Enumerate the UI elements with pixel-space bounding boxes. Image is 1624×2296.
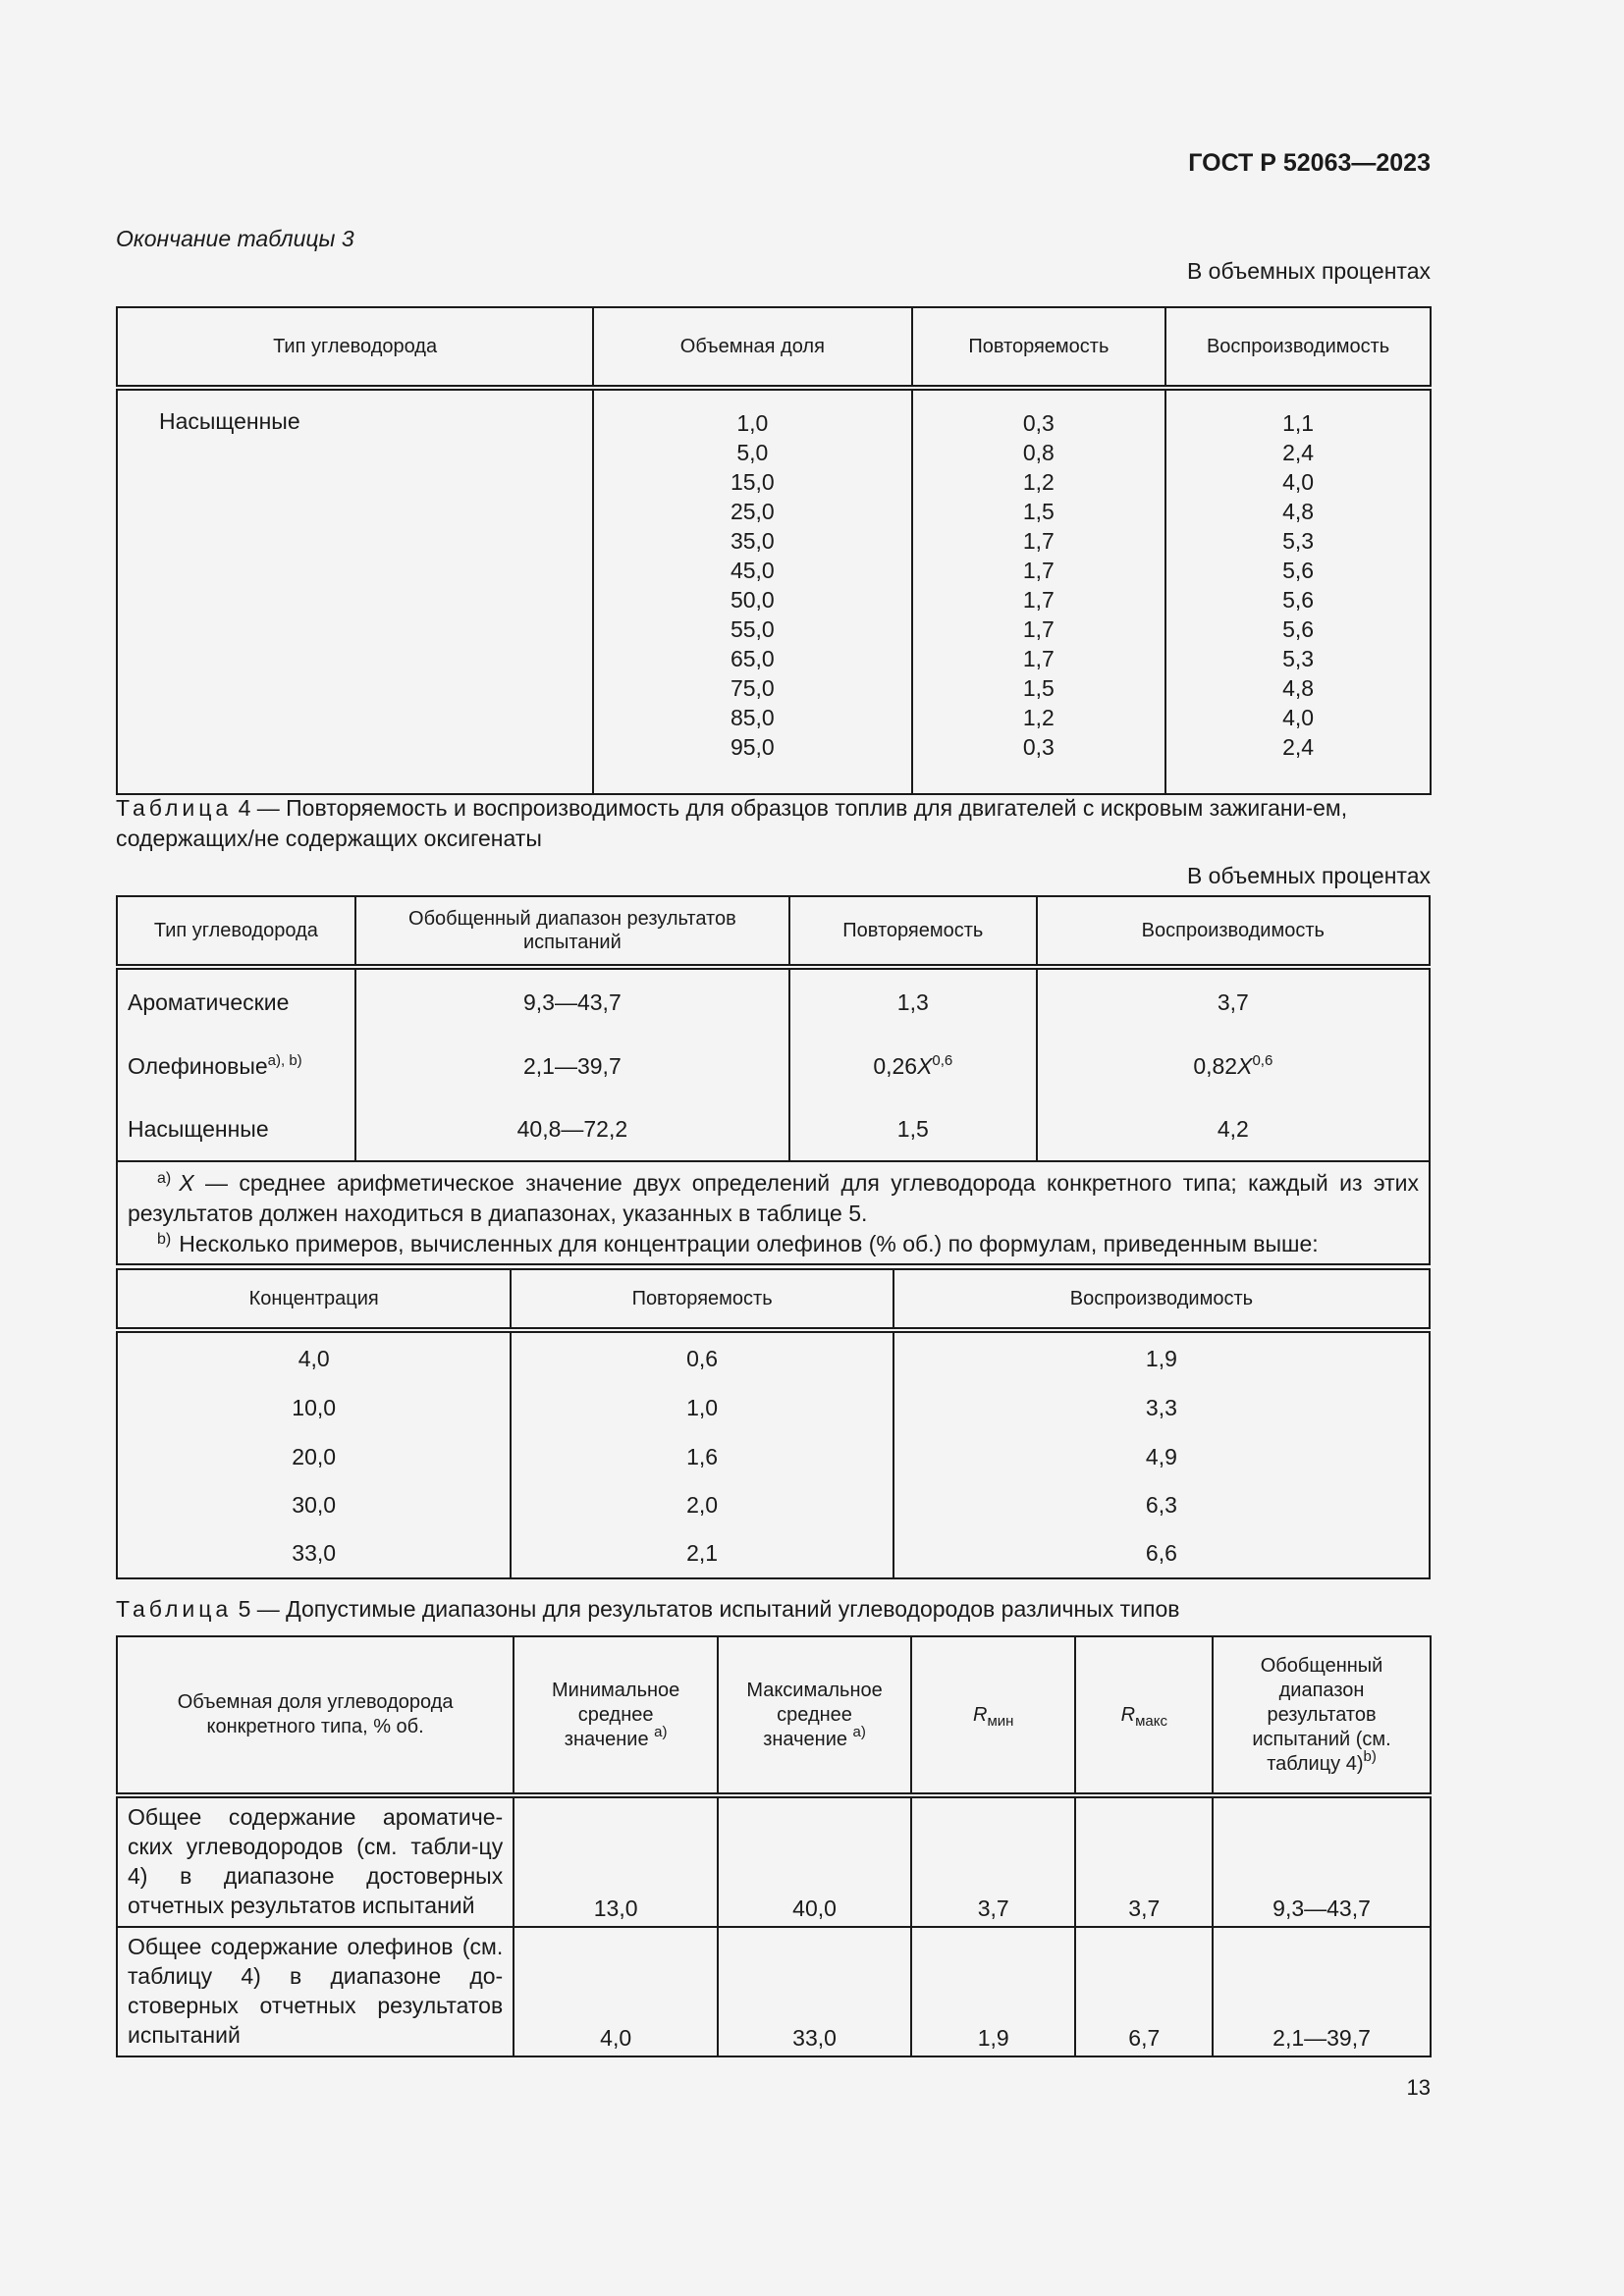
t4-footnote-b: [128, 1229, 1419, 1259]
table4-caption-text: — Повторяемость и воспроизводимость для образцов топлив для двигателей с искровым зажигани-ем, содержащих/не содержащих оксигенаты: [116, 795, 1348, 851]
t3-reprod-value: 4,8: [1282, 499, 1315, 524]
table5-caption-label: Таблица: [116, 1596, 233, 1622]
t4-header-range: Обобщенный диапазон результатов испытаний: [355, 896, 789, 967]
t3-repeat-value: 1,7: [1022, 646, 1055, 671]
t3-reprod-value: 5,3: [1282, 528, 1315, 554]
t5-header-rmax-sub: макс: [1135, 1712, 1167, 1730]
t5-row-aromatic: [117, 1795, 1431, 1927]
t4-row-aromatic: [117, 967, 1430, 1035]
t3-reprod-value: 4,0: [1282, 705, 1315, 730]
footnote-a-mark: a): [157, 1170, 172, 1187]
t4b-cell: 1,0: [511, 1384, 893, 1432]
t4-cell-type: [117, 1035, 355, 1097]
t4b-cell: 33,0: [117, 1529, 511, 1578]
t3-header-type: Тип углеводорода: [117, 307, 593, 388]
t4-footnotes: [117, 1161, 1430, 1264]
t5-header-fraction: Объемная доля углеводорода конкретного типа, % об.: [117, 1636, 514, 1795]
t4b-cell: 1,6: [511, 1432, 893, 1481]
t3-reprod-value: 5,6: [1282, 558, 1315, 583]
t3-repeat-value: 1,2: [1022, 469, 1055, 495]
t5-cell-desc: Общее содержание ароматиче-ских углеводородов (см. табли-цу 4) в диапазоне достоверных отчетных результатов испытаний: [117, 1795, 514, 1927]
t4b-cell: 20,0: [117, 1432, 511, 1481]
t3-reprod-value: 4,0: [1282, 469, 1315, 495]
table3-continuation-caption: Окончание таблицы 3: [116, 226, 354, 251]
t4b-cell: 0,6: [511, 1330, 893, 1384]
t4b-cell: 3,3: [893, 1384, 1430, 1432]
t4-reprod-coef: 0,82: [1193, 1052, 1238, 1079]
footnote-a-text: — среднее арифметическое значение двух определений для углеводорода конкретного типа; каждый из этих результатов должен находиться в диапазонах, указанных в таблице 5.: [128, 1170, 1420, 1226]
document-code: ГОСТ Р 52063—2023: [1188, 149, 1431, 177]
t4b-cell: 4,9: [893, 1432, 1430, 1481]
t5-header-rmin: [911, 1636, 1075, 1795]
t3-volume-value: 85,0: [730, 705, 775, 730]
footnote-b-mark: b): [157, 1231, 172, 1248]
t4-cell-type: Насыщенные: [117, 1097, 355, 1161]
t4-reprod-var: X: [1237, 1052, 1253, 1079]
t4-repeat-coef: 0,26: [873, 1052, 918, 1079]
t3-volume-value: 1,0: [736, 410, 769, 436]
t3-repeat-value: 1,7: [1022, 616, 1055, 642]
t3-repeatability-column: [912, 388, 1166, 794]
t3-header-reproducibility: Воспроизводимость: [1165, 307, 1431, 388]
t4b-cell: 2,1: [511, 1529, 893, 1578]
t4-footnote-a: [128, 1168, 1419, 1229]
t3-reprod-value: 5,6: [1282, 616, 1315, 642]
table3-units: В объемных процентах: [1186, 258, 1431, 284]
t3-reprod-value: 2,4: [1282, 734, 1315, 760]
t4-olefin-label: Олефиновые: [128, 1052, 268, 1079]
t3-row-name: Насыщенные: [117, 388, 593, 794]
t3-repeat-value: 0,3: [1022, 734, 1055, 760]
t3-repeat-value: 1,5: [1022, 675, 1055, 701]
t4-header-type: Тип углеводорода: [117, 896, 355, 967]
t4b-header-repeatability: Повторяемость: [511, 1269, 893, 1330]
footnote-b-text: Несколько примеров, вычисленных для концентрации олефинов (% об.) по формулам, приведенным выше:: [179, 1231, 1319, 1256]
t4-olefin-footnote-ref: a), b): [267, 1051, 302, 1069]
t3-repeat-value: 1,7: [1022, 558, 1055, 583]
t5-header-rmax: [1075, 1636, 1213, 1795]
t5-row-olefin: [117, 1927, 1431, 2056]
t5-cell-max: 33,0: [718, 1927, 911, 2056]
t4-header-reproducibility: Воспроизводимость: [1037, 896, 1430, 967]
t3-reprod-value: 4,8: [1282, 675, 1315, 701]
t4b-row: [117, 1330, 1430, 1384]
t3-volume-value: 55,0: [730, 616, 775, 642]
t5-header-range: [1213, 1636, 1431, 1795]
table4-caption: [116, 793, 1432, 854]
t4-reprod-exp: 0,6: [1252, 1051, 1273, 1069]
t3-volume-value: 65,0: [730, 646, 775, 671]
t3-repeat-value: 0,3: [1022, 410, 1055, 436]
t4-repeat-var: X: [917, 1052, 933, 1079]
t4b-cell: 6,6: [893, 1529, 1430, 1578]
t4-repeat-exp: 0,6: [932, 1051, 953, 1069]
table5-caption-number: 5: [238, 1596, 251, 1622]
t4-cell-repeat: [789, 1035, 1037, 1097]
t4b-cell: 30,0: [117, 1481, 511, 1529]
t3-reprod-value: 5,3: [1282, 646, 1315, 671]
t4b-row: [117, 1481, 1430, 1529]
footnote-a-var: X: [179, 1170, 194, 1196]
t4-cell-reprod: 3,7: [1037, 967, 1430, 1035]
t5-header-range-ref: b): [1363, 1747, 1377, 1765]
table-4-examples: [116, 1268, 1431, 1579]
t4-cell-range: 2,1—39,7: [355, 1035, 789, 1097]
table-5: [116, 1635, 1432, 2057]
t3-reprod-value: 2,4: [1282, 440, 1315, 465]
t3-reproducibility-column: [1165, 388, 1431, 794]
t4b-cell: 2,0: [511, 1481, 893, 1529]
t5-cell-rmax: 3,7: [1075, 1795, 1213, 1927]
t4b-row: [117, 1432, 1430, 1481]
t4-cell-reprod: 4,2: [1037, 1097, 1430, 1161]
t5-cell-desc: Общее содержание олефинов (см. таблицу 4) в диапазоне до-стоверных отчетных результатов испытаний: [117, 1927, 514, 2056]
t5-header-min: [514, 1636, 718, 1795]
t5-cell-max: 40,0: [718, 1795, 911, 1927]
table4-caption-label: Таблица: [116, 795, 233, 821]
t3-volume-value: 35,0: [730, 528, 775, 554]
t5-header-max-text: Максимальное среднее значение: [746, 1679, 883, 1750]
t3-volume-value: 15,0: [730, 469, 775, 495]
page-number: 13: [1406, 2075, 1431, 2100]
t3-volume-value: 5,0: [736, 440, 769, 465]
t5-header-min-text: Минимальное среднее значение: [551, 1679, 680, 1750]
table5-caption-text: — Допустимые диапазоны для результатов испытаний углеводородов различных типов: [256, 1596, 1180, 1622]
t3-volume-column: [593, 388, 911, 794]
t3-volume-value: 75,0: [730, 675, 775, 701]
t3-volume-value: 25,0: [730, 499, 775, 524]
t4-row-olefin: [117, 1035, 1430, 1097]
t4b-cell: 6,3: [893, 1481, 1430, 1529]
t5-cell-rmin: 3,7: [911, 1795, 1075, 1927]
t4b-cell: 10,0: [117, 1384, 511, 1432]
t4b-row: [117, 1529, 1430, 1578]
t5-header-max-ref: a): [852, 1723, 866, 1740]
table-3: [116, 306, 1432, 795]
t4-cell-reprod: [1037, 1035, 1430, 1097]
t3-reprod-value: 5,6: [1282, 587, 1315, 613]
t5-cell-rmin: 1,9: [911, 1927, 1075, 2056]
t4-cell-type: Ароматические: [117, 967, 355, 1035]
t4b-cell: 4,0: [117, 1330, 511, 1384]
t5-cell-range: 9,3—43,7: [1213, 1795, 1431, 1927]
t4-cell-repeat: 1,5: [789, 1097, 1037, 1161]
table5-caption: [116, 1594, 1432, 1625]
t4b-cell: 1,9: [893, 1330, 1430, 1384]
t3-reprod-value: 1,1: [1282, 410, 1315, 436]
t3-volume-value: 45,0: [730, 558, 775, 583]
t3-repeat-value: 1,2: [1022, 705, 1055, 730]
t5-header-rmin-sub: мин: [987, 1712, 1014, 1730]
table4-units: В объемных процентах: [1186, 863, 1431, 888]
t5-header-min-ref: a): [654, 1723, 668, 1740]
t3-repeat-value: 1,7: [1022, 528, 1055, 554]
t4-cell-range: 40,8—72,2: [355, 1097, 789, 1161]
t3-volume-value: 50,0: [730, 587, 775, 613]
t3-repeat-value: 1,7: [1022, 587, 1055, 613]
t5-cell-range: 2,1—39,7: [1213, 1927, 1431, 2056]
t5-header-rmin-base: R: [973, 1703, 988, 1726]
t4b-header-concentration: Концентрация: [117, 1269, 511, 1330]
t5-cell-rmax: 6,7: [1075, 1927, 1213, 2056]
t5-header-max: [718, 1636, 911, 1795]
t3-header-repeatability: Повторяемость: [912, 307, 1166, 388]
t3-header-volume: Объемная доля: [593, 307, 911, 388]
t5-cell-min: 4,0: [514, 1927, 718, 2056]
t4-header-repeatability: Повторяемость: [789, 896, 1037, 967]
t3-volume-value: 95,0: [730, 734, 775, 760]
t4-row-saturated: [117, 1097, 1430, 1161]
table4-caption-number: 4: [238, 795, 251, 821]
t5-header-rmax-base: R: [1120, 1703, 1136, 1726]
t4b-row: [117, 1384, 1430, 1432]
t4-cell-range: 9,3—43,7: [355, 967, 789, 1035]
t4-cell-repeat: 1,3: [789, 967, 1037, 1035]
t3-repeat-value: 0,8: [1022, 440, 1055, 465]
t4b-header-reproducibility: Воспроизводимость: [893, 1269, 1430, 1330]
t3-repeat-value: 1,5: [1022, 499, 1055, 524]
t5-cell-min: 13,0: [514, 1795, 718, 1927]
table-4: [116, 895, 1431, 1265]
t5-header-range-text: Обобщенный диапазон результатов испытаний (см. таблицу 4): [1252, 1654, 1391, 1775]
